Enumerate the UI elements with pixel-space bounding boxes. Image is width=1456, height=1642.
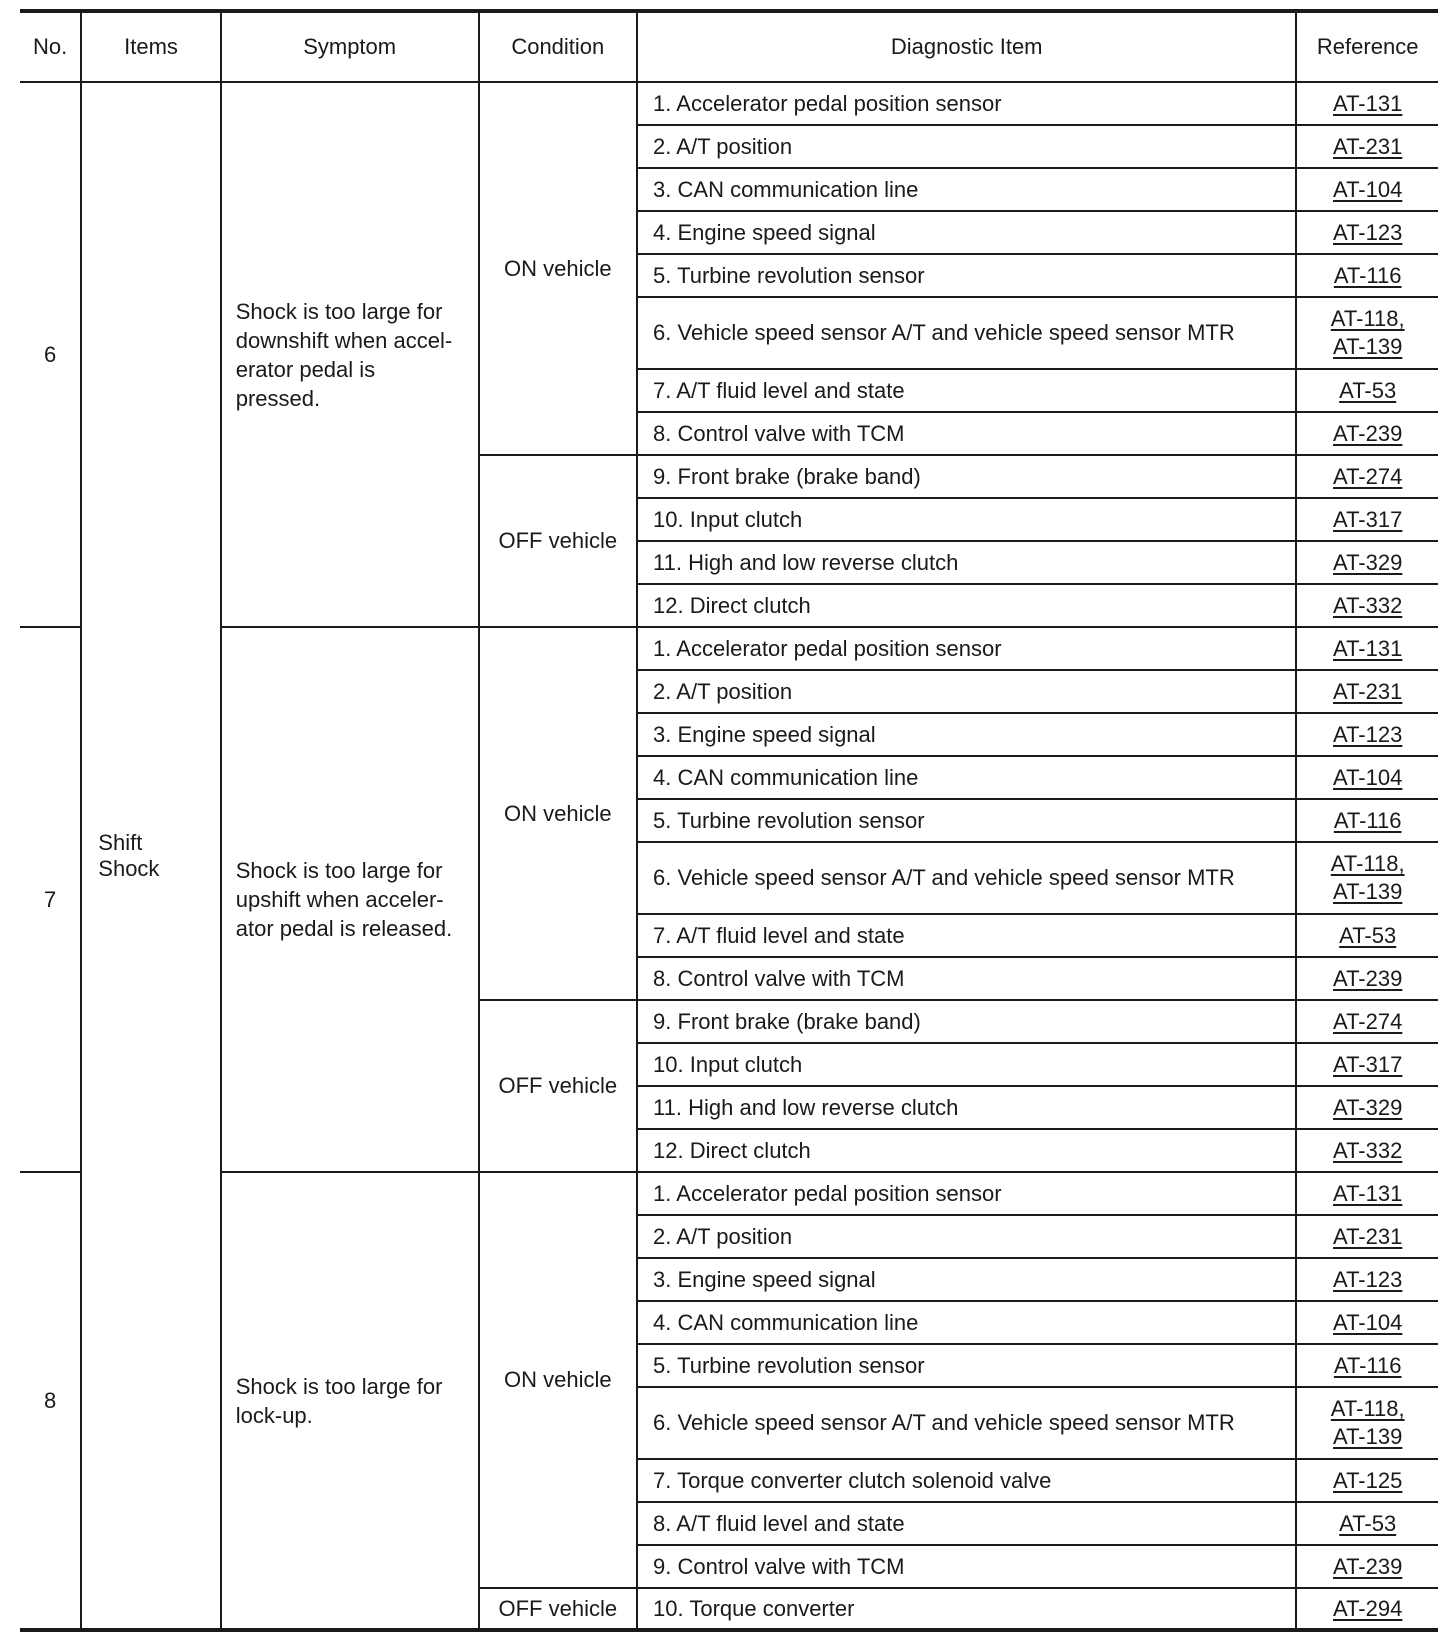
row-number: 6 [20,82,81,627]
diagnostic-item: 6. Vehicle speed sensor A/T and vehicle speed sensor MTR [637,297,1296,369]
reference-link[interactable]: AT-131 [1333,635,1403,661]
reference-link[interactable]: AT-118, [1330,306,1405,331]
condition-cell: OFF vehicle [479,455,637,627]
symptom-line: ator pedal is released. [235,916,453,941]
diagnostic-item: 10. Input clutch [637,498,1296,541]
reference-cell [1296,957,1438,1000]
reference-cell [1296,1502,1438,1545]
symptom-line: erator pedal is [235,356,376,382]
reference-cell [1296,842,1438,914]
reference-cell [1296,168,1438,211]
reference-link[interactable]: AT-139 [1333,1424,1403,1449]
diagnostic-item: 4. Engine speed signal [637,211,1296,254]
items-label-line: Shock [98,855,160,881]
header-diagnostic-item: Diagnostic Item [637,11,1296,82]
reference-cell [1296,713,1438,756]
reference-cell [1296,799,1438,842]
reference-cell [1296,455,1438,498]
diagnostic-item: 12. Direct clutch [637,1129,1296,1172]
reference-cell [1296,670,1438,713]
reference-cell [1296,82,1438,125]
reference-cell [1296,1215,1438,1258]
reference-link[interactable]: AT-231 [1333,678,1403,704]
row-number: 8 [20,1172,81,1630]
diagnostic-item: 9. Front brake (brake band) [637,455,1296,498]
diagnostic-item: 3. CAN communication line [637,168,1296,211]
diagnostic-item: 10. Input clutch [637,1043,1296,1086]
reference-cell [1296,125,1438,168]
header-row [20,11,1438,82]
reference-link[interactable]: AT-231 [1333,1223,1403,1249]
diagnostic-item: 4. CAN communication line [637,1301,1296,1344]
diagnostic-item: 6. Vehicle speed sensor A/T and vehicle speed sensor MTR [637,1387,1296,1459]
reference-cell [1296,1258,1438,1301]
symptom-line: downshift when accel- [235,327,453,353]
reference-link[interactable]: AT-317 [1333,506,1403,532]
reference-link[interactable]: AT-239 [1333,1553,1403,1579]
diagnostic-item: 9. Control valve with TCM [637,1545,1296,1588]
row-number: 7 [20,627,81,1172]
condition-cell: ON vehicle [479,627,637,1000]
reference-cell [1296,254,1438,297]
diagnostic-item: 9. Front brake (brake band) [637,1000,1296,1043]
reference-link[interactable]: AT-116 [1333,1352,1402,1378]
items-label-line: Shift [98,829,143,855]
reference-link[interactable]: AT-118, [1330,1396,1405,1421]
symptom-line: Shock is too large for [235,858,443,883]
reference-link[interactable]: AT-239 [1333,420,1403,446]
reference-link[interactable]: AT-53 [1339,377,1397,403]
reference-link[interactable]: AT-116 [1333,807,1402,833]
reference-cell [1296,914,1438,957]
condition-cell: ON vehicle [479,1172,637,1588]
reference-link[interactable]: AT-116 [1333,262,1402,288]
table-body [20,82,1438,1630]
reference-link[interactable]: AT-274 [1333,1008,1403,1034]
symptom-cell [221,82,479,627]
reference-link[interactable]: AT-123 [1333,721,1403,747]
condition-cell: ON vehicle [479,82,637,455]
symptom-line: Shock is too large for [235,298,443,324]
diagnostic-item: 5. Turbine revolution sensor [637,799,1296,842]
table-row [20,627,1438,670]
diagnostic-item: 1. Accelerator pedal position sensor [637,627,1296,670]
reference-link[interactable]: AT-123 [1333,1266,1403,1292]
reference-link[interactable]: AT-123 [1333,219,1403,245]
reference-cell [1296,412,1438,455]
diagnostic-item: 5. Turbine revolution sensor [637,254,1296,297]
symptom-line: Shock is too large for [235,1373,443,1399]
header-condition: Condition [479,11,637,82]
reference-link[interactable]: AT-139 [1333,334,1403,359]
diagnostic-item: 1. Accelerator pedal position sensor [637,1172,1296,1215]
diagnostic-item: 7. A/T fluid level and state [637,914,1296,957]
reference-link[interactable]: AT-104 [1333,176,1403,202]
reference-link[interactable]: AT-329 [1333,1094,1403,1120]
reference-cell [1296,756,1438,799]
reference-cell [1296,1043,1438,1086]
reference-cell [1296,498,1438,541]
reference-link[interactable]: AT-53 [1339,922,1397,948]
header-items: Items [81,11,220,82]
reference-link[interactable]: AT-294 [1333,1595,1403,1621]
diagnostic-item: 8. Control valve with TCM [637,412,1296,455]
diagnostic-item: 6. Vehicle speed sensor A/T and vehicle speed sensor MTR [637,842,1296,914]
symptom-line: lock-up. [235,1402,313,1428]
reference-link[interactable]: AT-317 [1333,1051,1403,1077]
reference-link[interactable]: AT-329 [1333,549,1403,575]
reference-cell [1296,1172,1438,1215]
reference-link[interactable]: AT-53 [1339,1510,1397,1536]
table-row [20,82,1438,125]
diagnostic-item: 5. Turbine revolution sensor [637,1344,1296,1387]
diagnostic-item: 8. A/T fluid level and state [637,1502,1296,1545]
diagnostic-item: 10. Torque converter [637,1588,1296,1630]
diagnostic-item: 1. Accelerator pedal position sensor [637,82,1296,125]
diagnostic-item: 8. Control valve with TCM [637,957,1296,1000]
reference-link[interactable]: AT-104 [1333,764,1403,790]
reference-cell [1296,297,1438,369]
reference-link[interactable]: AT-131 [1333,1180,1403,1206]
diagnostic-item: 4. CAN communication line [637,756,1296,799]
condition-cell: OFF vehicle [479,1588,637,1630]
reference-cell [1296,1086,1438,1129]
header-reference: Reference [1296,11,1438,82]
reference-link[interactable]: AT-332 [1333,592,1403,618]
reference-cell [1296,1545,1438,1588]
reference-link[interactable]: AT-125 [1333,1467,1403,1493]
reference-cell [1296,1387,1438,1459]
reference-cell [1296,1129,1438,1172]
symptom-cell [221,627,479,1172]
items-cell [81,82,220,1630]
reference-cell [1296,584,1438,627]
reference-cell [1296,1344,1438,1387]
reference-cell [1296,1459,1438,1502]
reference-cell [1296,541,1438,584]
table-row [20,1172,1438,1215]
reference-link[interactable]: AT-104 [1333,1309,1403,1335]
diagnostic-item: 2. A/T position [637,125,1296,168]
reference-cell [1296,1000,1438,1043]
reference-link[interactable]: AT-139 [1333,879,1403,904]
reference-cell [1296,1588,1438,1630]
diagnostic-item: 11. High and low reverse clutch [637,541,1296,584]
reference-cell [1296,369,1438,412]
diagnostic-item: 11. High and low reverse clutch [637,1086,1296,1129]
reference-link[interactable]: AT-274 [1333,463,1403,489]
reference-link[interactable]: AT-131 [1333,90,1403,116]
reference-link[interactable]: AT-231 [1333,133,1403,159]
reference-link[interactable]: AT-332 [1333,1137,1403,1163]
reference-cell [1296,1301,1438,1344]
reference-link[interactable]: AT-239 [1333,965,1403,991]
symptom-line: upshift when acceler- [235,887,444,912]
symptom-line: pressed. [235,385,321,411]
diagnostic-item: 3. Engine speed signal [637,713,1296,756]
diagnostic-item: 2. A/T position [637,670,1296,713]
diagnostic-item: 7. A/T fluid level and state [637,369,1296,412]
header-symptom: Symptom [221,11,479,82]
reference-cell [1296,211,1438,254]
condition-cell: OFF vehicle [479,1000,637,1172]
diagnostic-item: 7. Torque converter clutch solenoid valve [637,1459,1296,1502]
header-no: No. [20,11,81,82]
reference-cell [1296,627,1438,670]
diagnostic-item: 2. A/T position [637,1215,1296,1258]
diagnostic-item: 3. Engine speed signal [637,1258,1296,1301]
symptom-cell [221,1172,479,1630]
diagnostic-table [20,9,1438,1632]
reference-link[interactable]: AT-118, [1330,851,1405,876]
diagnostic-item: 12. Direct clutch [637,584,1296,627]
